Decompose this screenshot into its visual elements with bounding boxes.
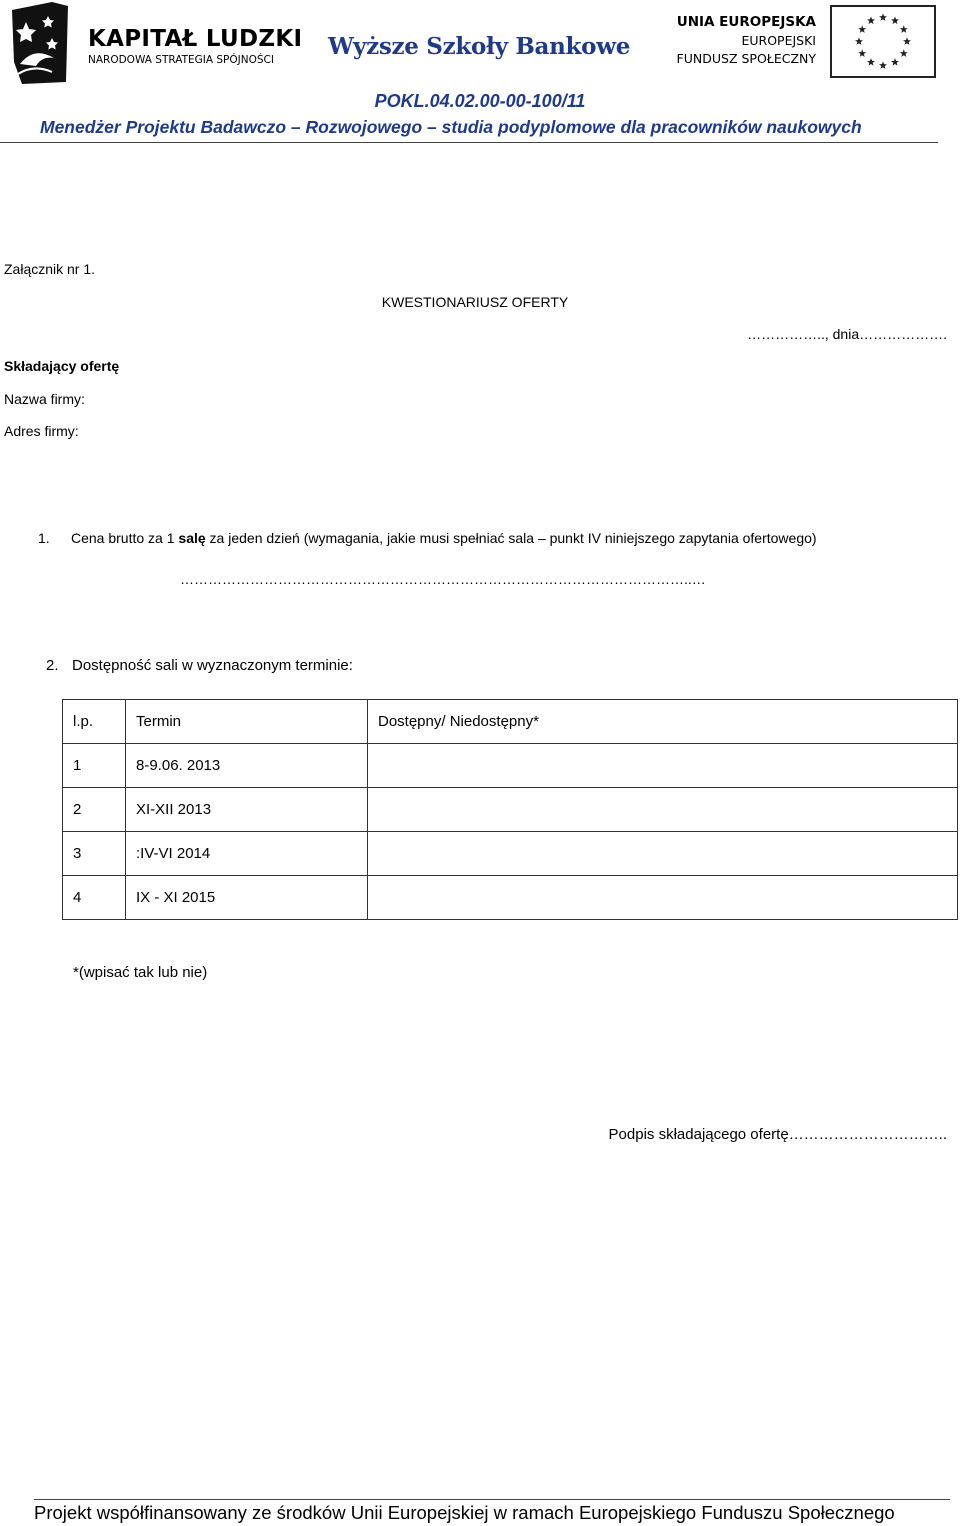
row-term: :IV-VI 2014 xyxy=(126,832,368,876)
question-2-number: 2. xyxy=(46,657,59,674)
company-name-label: Nazwa firmy: xyxy=(4,391,85,407)
table-row xyxy=(63,788,958,832)
header-divider xyxy=(0,142,938,143)
table-row xyxy=(63,832,958,876)
row-availability-cell[interactable] xyxy=(368,744,958,788)
footer-text: Projekt współfinansowany ze środków Unii Europejskiej w ramach Europejskiego Funduszu Społecznego xyxy=(34,1502,895,1523)
footer-divider xyxy=(34,1499,950,1500)
kapital-ludzki-subtitle: NARODOWA STRATEGIA SPÓJNOŚCI xyxy=(88,54,274,66)
eu-flag-icon xyxy=(830,5,936,78)
table-header-row xyxy=(63,700,958,744)
kapital-ludzki-title: KAPITAŁ LUDZKI xyxy=(88,26,303,52)
company-address-label: Adres firmy: xyxy=(4,423,79,439)
form-title: KWESTIONARIUSZ OFERTY xyxy=(381,294,569,310)
attachment-label: Załącznik nr 1. xyxy=(4,261,96,277)
header-lp: l.p. xyxy=(63,700,126,744)
table-row xyxy=(63,744,958,788)
row-term: IX - XI 2015 xyxy=(126,876,368,920)
table-row xyxy=(63,876,958,920)
availability-table xyxy=(62,699,958,920)
footnote: *(wpisać tak lub nie) xyxy=(73,964,208,981)
question-1-text-end: za jeden dzień (wymagania, jakie musi spełniać sala – punkt IV niniejszego zapytania ofertowego) xyxy=(205,530,817,546)
row-number: 2 xyxy=(63,788,126,832)
header-availability: Dostępny/ Niedostępny* xyxy=(368,700,958,744)
question-2-text: Dostępność sali w wyznaczonym terminie: xyxy=(72,657,353,674)
question-1-text xyxy=(71,530,817,546)
ue-label-line1: UNIA EUROPEJSKA xyxy=(676,14,816,30)
question-1-text-start: Cena brutto za 1 xyxy=(71,530,179,546)
signature-line: Podpis składającego ofertę………………………….. xyxy=(608,1126,947,1143)
row-number: 1 xyxy=(63,744,126,788)
row-term: 8-9.06. 2013 xyxy=(126,744,368,788)
ue-label-line2: EUROPEJSKI xyxy=(741,33,816,48)
project-title: Menedżer Projektu Badawczo – Rozwojowego – studia podyplomowe dla pracowników naukowych xyxy=(40,117,862,137)
question-1-text-bold: salę xyxy=(178,530,206,546)
row-number: 4 xyxy=(63,876,126,920)
place-date-line: …………….., dnia………………. xyxy=(747,326,947,342)
header-term: Termin xyxy=(126,700,368,744)
question-1-answer-line: ………………………………………………………………………………………………..… xyxy=(180,571,706,587)
row-number: 3 xyxy=(63,832,126,876)
row-term: XI-XII 2013 xyxy=(126,788,368,832)
ue-label-line3: FUNDUSZ SPOŁECZNY xyxy=(676,51,816,66)
question-1-number: 1. xyxy=(38,530,50,546)
row-availability-cell[interactable] xyxy=(368,788,958,832)
row-availability-cell[interactable] xyxy=(368,876,958,920)
project-code: POKL.04.02.00-00-100/11 xyxy=(374,91,586,111)
kapital-ludzki-logo-icon xyxy=(12,2,68,84)
wsb-logo: Wyższe Szkoły Bankowe xyxy=(328,33,631,60)
row-availability-cell[interactable] xyxy=(368,832,958,876)
offeror-heading: Składający ofertę xyxy=(4,358,120,374)
